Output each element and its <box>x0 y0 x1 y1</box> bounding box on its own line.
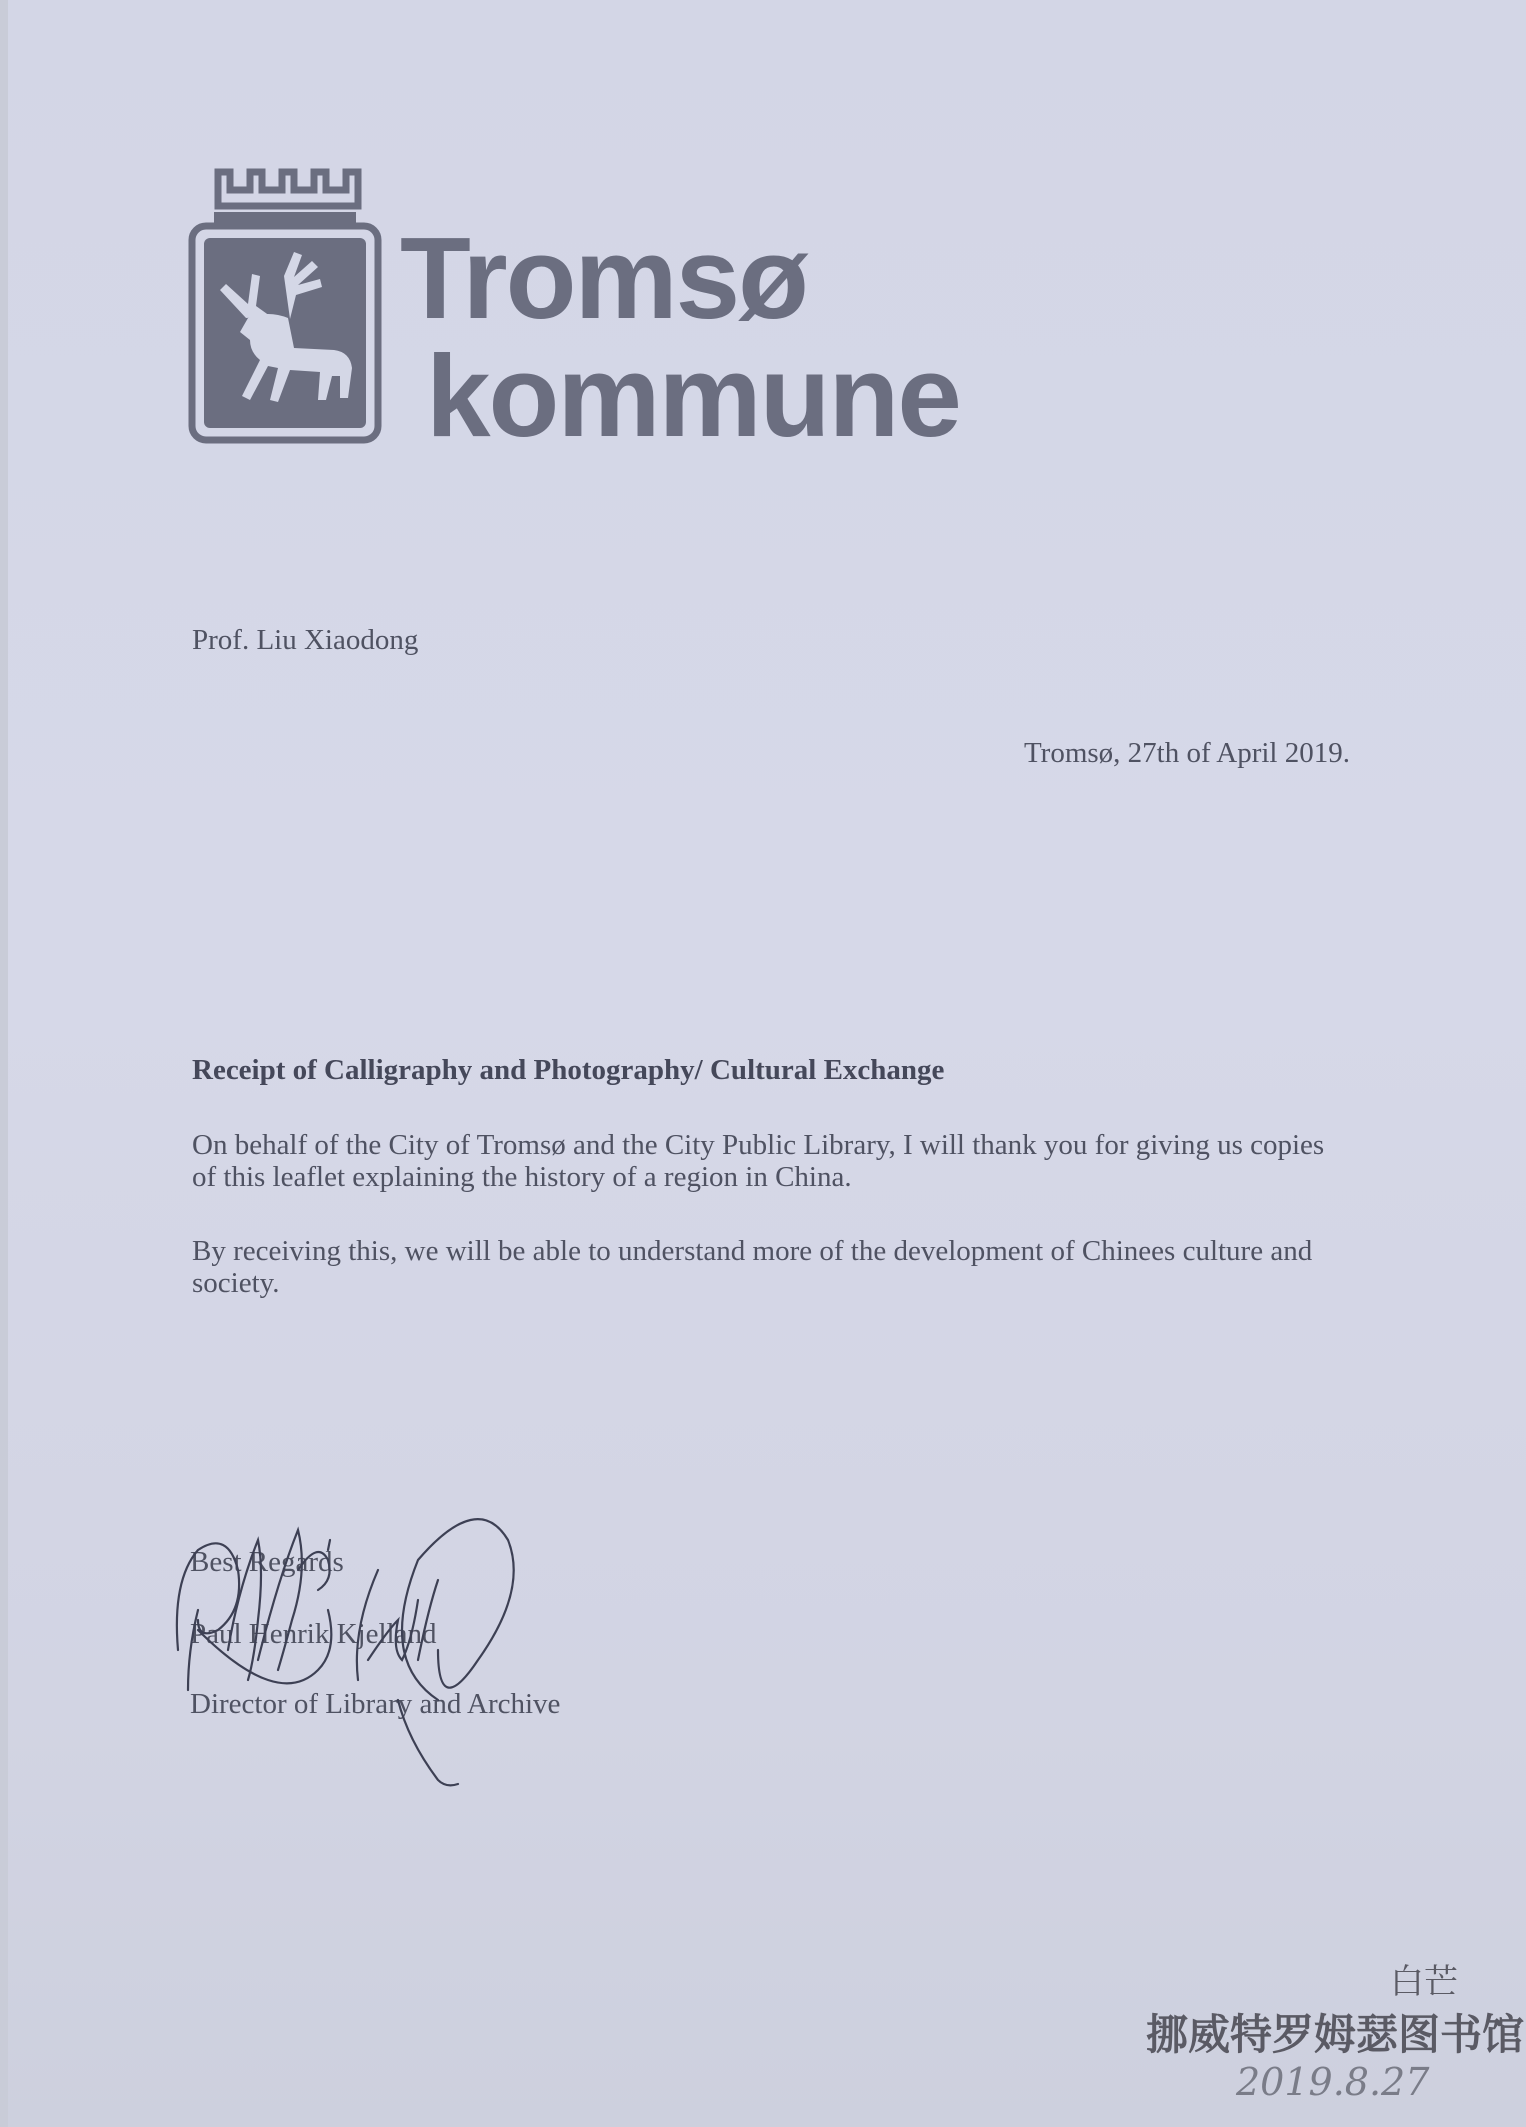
recipient: Prof. Liu Xiaodong <box>192 624 419 656</box>
subject-line: Receipt of Calligraphy and Photography/ Cultural Exchange <box>192 1054 945 1086</box>
handwritten-note-date: 2019.8.27 <box>1236 2060 1430 2104</box>
org-name-line2: kommune <box>426 331 960 461</box>
body-paragraph-2: By receiving this, we will be able to understand more of the development of Chinees culture and society. <box>192 1235 1313 1299</box>
handwritten-note-line2: 挪威特罗姆瑟图书馆 <box>1146 2010 1525 2059</box>
org-name-line1: Tromsø <box>400 213 807 343</box>
letter-page <box>8 0 1526 2127</box>
signer-name: Paul Henrik Kjelland <box>190 1618 437 1650</box>
body-paragraph-1: On behalf of the City of Tromsø and the City Public Library, I will thank you for giving us copies of this leaflet explaining the history of a region in China. <box>192 1129 1325 1193</box>
handwritten-note-line1: 白芒 <box>1390 1962 1458 2002</box>
date-line: Tromsø, 27th of April 2019. <box>1023 737 1350 769</box>
reindeer-crest-icon <box>188 168 382 444</box>
closing: Best Regards <box>190 1546 344 1578</box>
handwritten-note <box>1128 1940 1526 2127</box>
signer-title: Director of Library and Archive <box>190 1688 561 1720</box>
